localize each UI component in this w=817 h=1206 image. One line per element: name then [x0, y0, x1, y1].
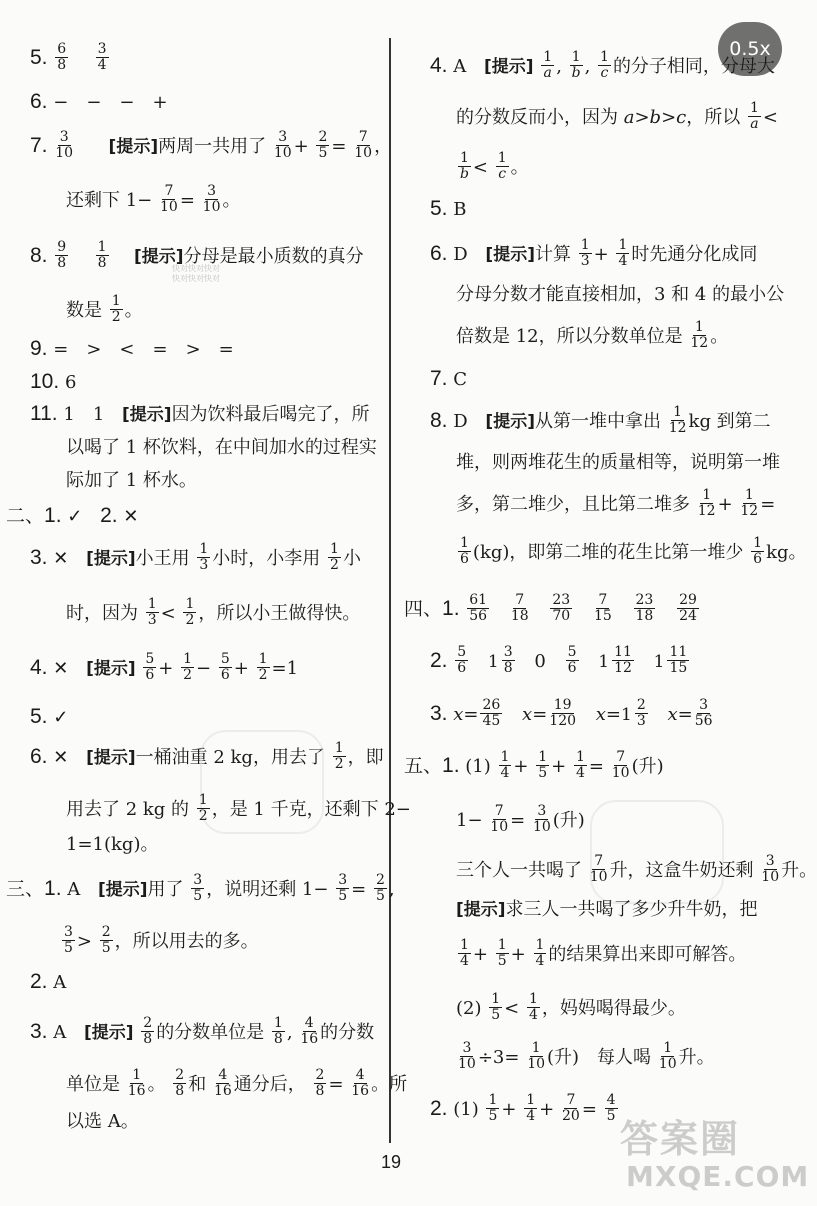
section-3-q6-line3: 倍数是 12，所以分数单位是 $\frac{1}{12}$ 。	[456, 319, 729, 351]
section-2-q3: 3. ✕ [提示]小王用 $\frac{1}{3}$ 小时，小李用 $\frac{1}{2}$ 小	[30, 541, 361, 573]
section-5-q1-line7: $\frac{3}{10}$ ÷3= $\frac{1}{10}$ (升) 每人喝 $\frac{1}{10}$ 升。	[458, 1040, 715, 1072]
section-2-q3-cont: 时，因为 $\frac{1}{3}$ < $\frac{1}{2}$ ，所以小王做得快。	[66, 596, 361, 628]
answer-11: 11. 1 1 [提示]因为饮料最后喝完了，所	[30, 402, 370, 425]
answer-9: 9. = > < = > =	[30, 337, 234, 360]
answer-10: 10. 6	[30, 370, 77, 393]
section-3-q1: 三、1. A [提示]用了 $\frac{3}{5}$ ，说明还剩 1− $\frac{3}{5}$ = $\frac{2}{5}$ ,	[6, 872, 395, 904]
fraction: $\frac{3}{4}$	[97, 41, 107, 73]
section-2-q1-2: 二、1. ✓ 2. ✕	[6, 504, 139, 527]
watermark-logo: 答案圈 MXQE.COM	[620, 1117, 810, 1193]
section-5-q1-line5: $\frac{1}{4}$ + $\frac{1}{5}$ + $\frac{1}{4}$ 的结果算出来即可解答。	[460, 937, 747, 969]
answer-8: 8. $\frac{9}{8}$ $\frac{1}{8}$ [提示]分母是最小质数的真分	[30, 239, 364, 271]
answer-6: 6. − − − +	[30, 90, 168, 113]
answer-8-cont: 数是 $\frac{1}{2}$ 。	[66, 293, 143, 325]
section-4-q3: 3. x= $\frac{26}{45}$ x= $\frac{19}{120}$ x= 1 2 3 x= $\frac{3}{56}$	[430, 697, 713, 729]
section-3-q3: 3. A [提示] $\frac{2}{8}$ 的分数单位是 $\frac{1}{8}$ , $\frac{4}{16}$ 的分数	[30, 1015, 375, 1047]
section-3-q8-line3: 多，第二堆少，且比第二堆多 $\frac{1}{12}$ + $\frac{1}{12}$ =	[456, 487, 776, 519]
section-3-q3-line3: 以选 A。	[66, 1111, 139, 1132]
section-3-q6: 6. D [提示]计算 $\frac{1}{3}$ + $\frac{1}{4}$ 时先通分化成同	[430, 237, 758, 269]
section-3-q3-cont: 单位是 $\frac{1}{16}$ 。 $\frac{2}{8}$ 和 $\frac{4}{16}$ 通分后， $\frac{2}{8}$ = $\frac{4}{16}$ 。所	[66, 1067, 408, 1099]
fraction: $\frac{6}{8}$	[57, 41, 67, 73]
answer-7-cont: 还剩下 1− $\frac{7}{10}$ = $\frac{3}{10}$ 。	[66, 183, 241, 215]
section-4-q2: 2. $\frac{5}{6}$ 1 3 8 0 $\frac{5}{6}$ 1 11 12 1 11 15	[430, 644, 688, 676]
section-3-q1-cont: $\frac{3}{5}$ > $\frac{2}{5}$ ，所以用去的多。	[64, 924, 259, 956]
answer-5: 5. $\frac{6}{8}$ $\frac{3}{4}$	[30, 41, 107, 73]
stamp-badge	[590, 800, 724, 904]
section-2-q6: 6. ✕ [提示]一桶油重 2 kg，用去了 $\frac{1}{2}$ ，即	[30, 740, 384, 772]
section-3-q8: 8. D [提示]从第一堆中拿出 $\frac{1}{12}$ kg 到第二	[430, 404, 771, 436]
section-5-q1-line2: 1− $\frac{7}{10}$ = $\frac{3}{10}$ (升)	[456, 803, 585, 835]
section-2-q6-line3: 1=1(kg)。	[66, 834, 159, 855]
page-number: 19	[381, 1152, 402, 1172]
playback-speed-badge[interactable]: 0.5x	[718, 22, 782, 76]
section-5-q1-line3: 三个人一共喝了 $\frac{7}{10}$ 升，这盒牛奶还剩 $\frac{3}{10}$ 升。	[456, 853, 817, 885]
section-5-q1-line6: (2) $\frac{1}{5}$ < $\frac{1}{4}$ ，妈妈喝得最少。	[456, 991, 686, 1023]
section-3-q6-line2: 分母分数才能直接相加，3 和 4 的最小公	[456, 284, 785, 305]
section-5-q1: 五、1. (1) $\frac{1}{4}$ + $\frac{1}{5}$ + $\frac{1}{4}$ = $\frac{7}{10}$ (升)	[404, 749, 664, 781]
section-3-q5: 5. B	[430, 197, 467, 220]
section-5-q2: 2. (1) $\frac{1}{5}$ + $\frac{1}{4}$ + $\frac{7}{20}$ = $\frac{4}{5}$	[430, 1092, 616, 1124]
section-3-q4-cont2: $\frac{1}{b}$ < $\frac{1}{c}$ 。	[459, 150, 529, 182]
answer-11-line2: 以喝了 1 杯饮料，在中间加水的过程实	[66, 437, 377, 458]
section-3-q4: 4. A [提示] $\frac{1}{a}$ , $\frac{1}{b}$ , $\frac{1}{c}$ 的分子相同，分母大	[430, 49, 775, 81]
section-3-q7: 7. C	[430, 367, 468, 390]
section-2-q5: 5. ✓	[30, 705, 69, 728]
section-4-q1: 四、1. $\frac{61}{56}$ $\frac{7}{18}$ $\frac{23}{70}$ $\frac{7}{15}$ $\frac{23}{18}$ $\frac{29}{24}$	[404, 592, 697, 624]
section-3-q2: 2. A	[30, 970, 67, 993]
stamp-text: 快对快对快对 快对快对快对	[172, 264, 220, 283]
column-divider	[389, 38, 391, 1143]
section-3-q8-line4: $\frac{1}{6}$ (kg)，即第二堆的花生比第一堆少 $\frac{1}{6}$ kg。	[460, 535, 807, 567]
section-3-q8-line2: 堆，则两堆花生的质量相等，说明第一堆	[456, 452, 780, 473]
section-2-q4: 4. ✕ [提示] $\frac{5}{6}$ + $\frac{1}{2}$ − $\frac{5}{6}$ + $\frac{1}{2}$ =1	[30, 651, 299, 683]
answer-7: 7. $\frac{3}{10}$ [提示]两周一共用了 $\frac{3}{10}$ + $\frac{2}{5}$ = $\frac{7}{10}$ ，	[30, 129, 393, 161]
section-3-q4-cont: 的分数反而小，因为 a>b>c，所以 $\frac{1}{a}$ <	[456, 100, 778, 132]
section-5-q1-line4: [提示]求三人一共喝了多少升牛奶，把	[456, 899, 758, 920]
answer-11-line3: 际加了 1 杯水。	[66, 470, 197, 491]
section-2-q6-cont: 用去了 2 kg 的 $\frac{1}{2}$ ，是 1 千克，还剩下 2−	[66, 792, 411, 824]
